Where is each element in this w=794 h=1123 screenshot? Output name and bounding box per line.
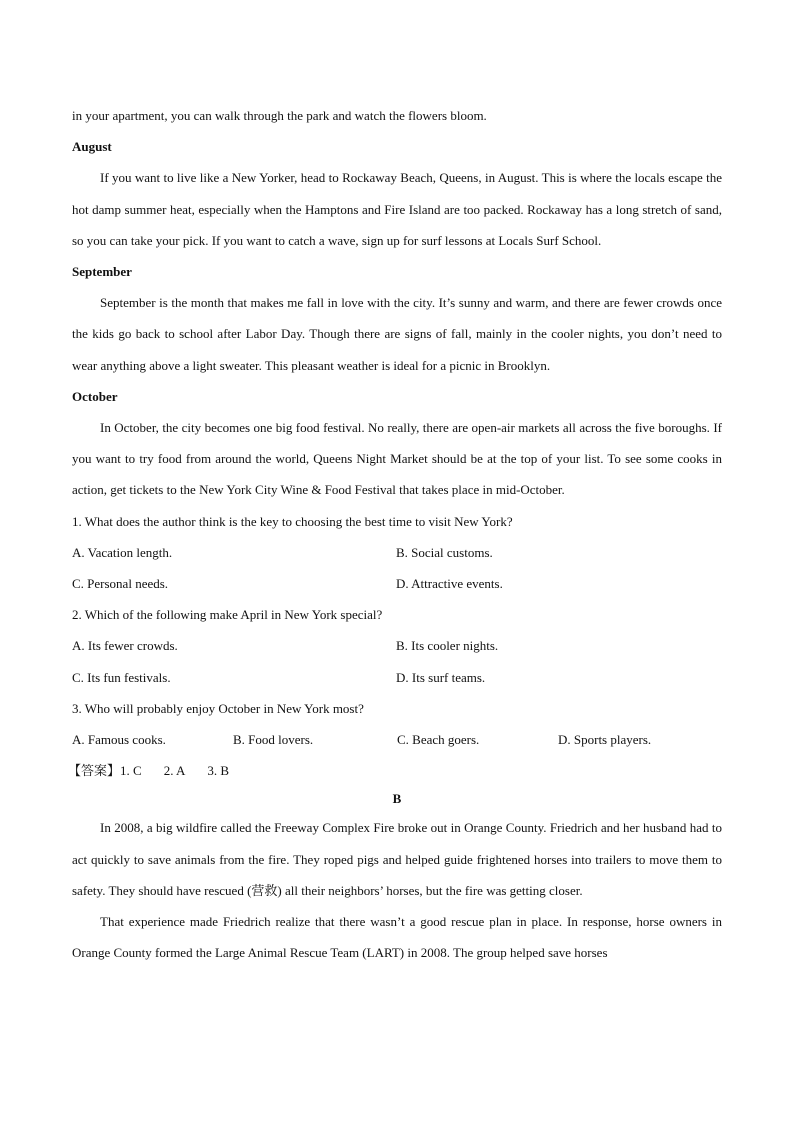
question-2: 2. Which of the following make April in New York special? [72, 607, 383, 623]
october-paragraph: In October, the city becomes one big food festival. No really, there are open-air markets all across the five boroughs. If you want to try food from around the world, Queens Night Market should be at the top of your list. To see some cooks in action, get tickets to the New York City Wine & Food Festival that takes place in mid-October. [72, 420, 722, 498]
heading-september: September [72, 264, 132, 280]
question-2-options-row-1 [72, 630, 722, 661]
question-3-options-row [72, 724, 722, 755]
question-2-options-row-2 [72, 662, 722, 693]
heading-october: October [72, 388, 118, 404]
question-3: 3. Who will probably enjoy October in New York most? [72, 700, 364, 716]
august-paragraph: If you want to live like a New Yorker, head to Rockaway Beach, Queens, in August. This is where the locals escape the hot damp summer heat, especially when the Hamptons and Fire Island are too packed. Rockaway has a long stretch of sand, so you can take your pick. If you want to catch a wave, sign up for surf lessons at Locals Surf School. [72, 170, 722, 248]
answer-3: 3. B [207, 763, 230, 779]
answer-2: 2. A [163, 763, 186, 779]
answer-key [68, 755, 722, 786]
answer-label: 【答案】 [68, 763, 121, 779]
q2-option-b: B. Its cooler nights. [396, 638, 499, 654]
question-1: 1. What does the author think is the key to choosing the best time to visit New York? [72, 513, 513, 529]
q1-option-d: D. Attractive events. [396, 576, 503, 592]
q3-option-d: D. Sports players. [558, 732, 652, 748]
passage-b-paragraph-1: In 2008, a big wildfire called the Freeway Complex Fire broke out in Orange County. Friedrich and her husband had to act quickly to save animals from the fire. They roped pigs and helped guide frightened horses into trailers to move them to safety. They should have rescued (营救) all their neighbors’ horses, but the fire was getting closer. [72, 820, 722, 898]
q1-option-a: A. Vacation length. [72, 544, 173, 560]
question-1-options-row-2 [72, 568, 722, 599]
q3-option-c: C. Beach goers. [397, 732, 480, 748]
answer-1: 1. C [120, 763, 142, 779]
q1-option-b: B. Social customs. [396, 544, 493, 560]
april-paragraph-continuation: in your apartment, you can walk through the park and watch the flowers bloom. [72, 108, 487, 123]
document-content [68, 100, 722, 968]
question-1-options-row-1 [72, 537, 722, 568]
q2-option-d: D. Its surf teams. [396, 669, 486, 685]
q3-option-b: B. Food lovers. [233, 732, 314, 748]
section-b-heading: B [392, 791, 402, 807]
q2-option-c: C. Its fun festivals. [72, 669, 171, 685]
q2-option-a: A. Its fewer crowds. [72, 638, 178, 654]
q1-option-c: C. Personal needs. [72, 576, 169, 592]
september-paragraph: September is the month that makes me fall in love with the city. It’s sunny and warm, and there are fewer crowds once the kids go back to school after Labor Day. Though there are signs of fall, mainly in the cooler nights, you don’t need to wear anything above a light sweater. This pleasant weather is ideal for a picnic in Brooklyn. [72, 295, 722, 373]
passage-b-paragraph-2: That experience made Friedrich realize that there wasn’t a good rescue plan in place. In response, horse owners in Orange County formed the Large Animal Rescue Team (LART) in 2008. The group helped save horses [72, 914, 722, 961]
q3-option-a: A. Famous cooks. [72, 732, 166, 748]
heading-august: August [72, 139, 112, 155]
